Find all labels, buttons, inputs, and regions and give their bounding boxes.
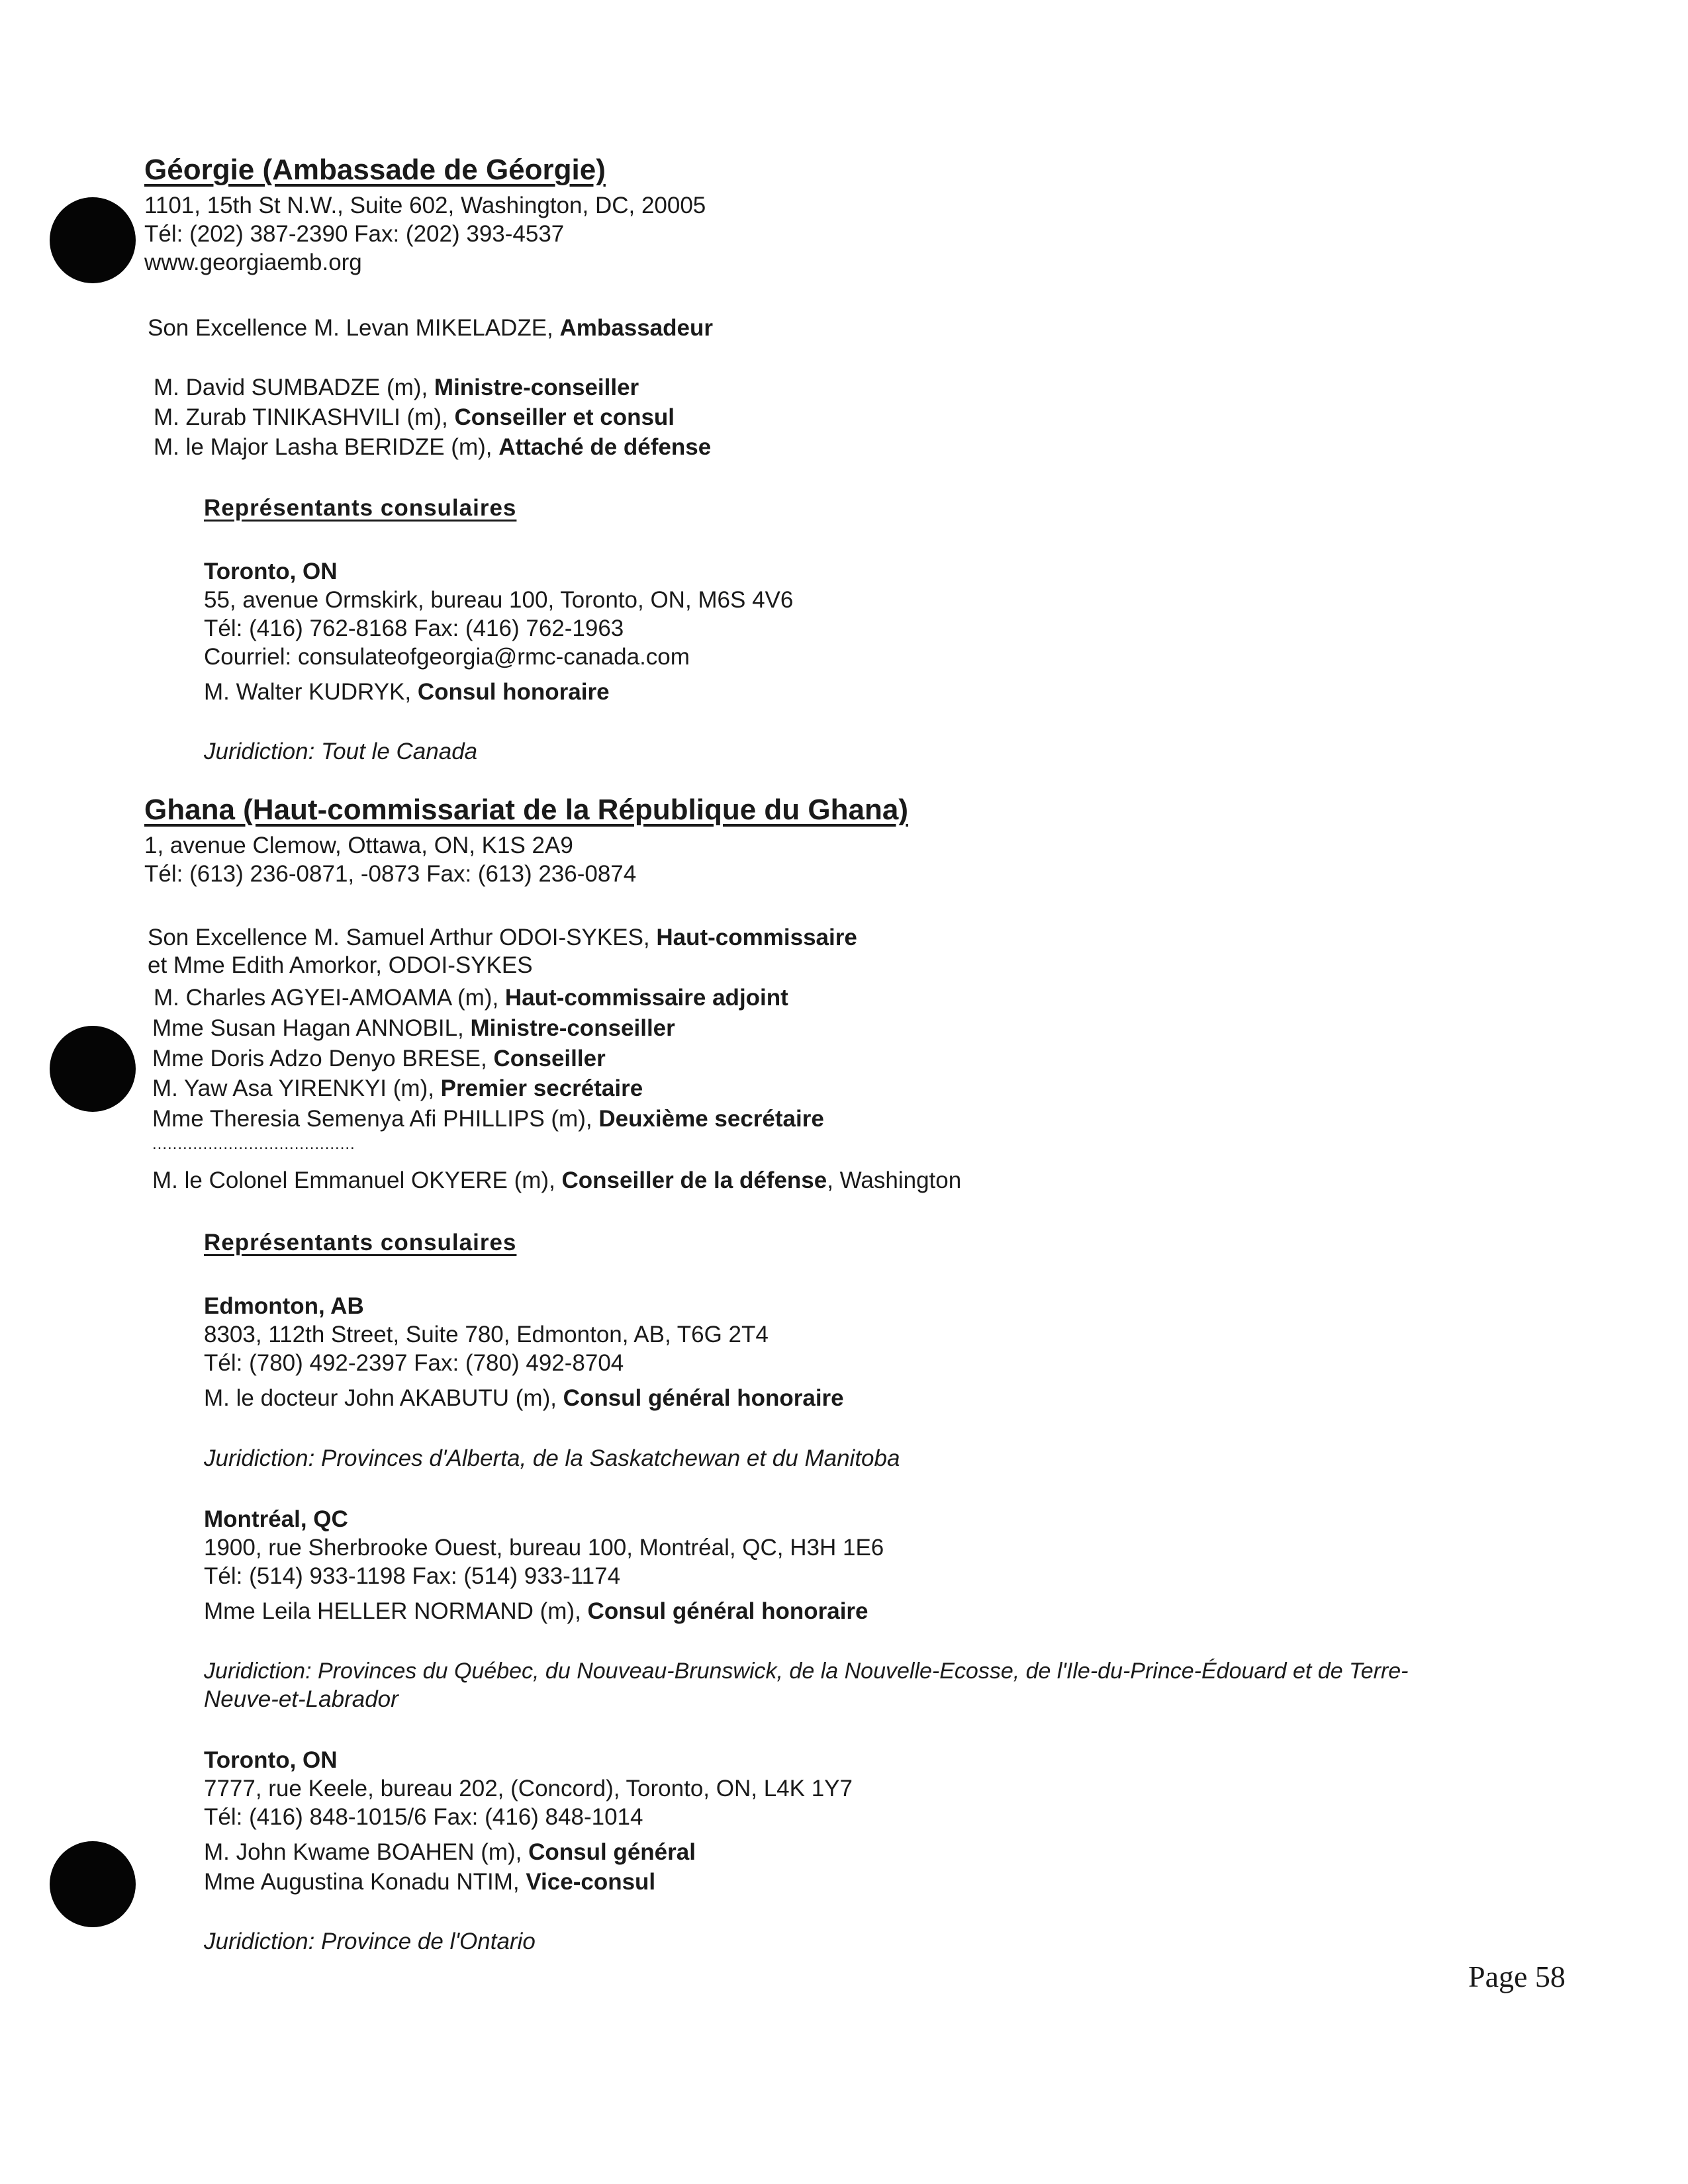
consulate-city: Edmonton, AB	[204, 1293, 364, 1319]
staff-name: M. Charles AGYEI-AMOAMA (m),	[154, 985, 505, 1011]
georgia-staff-row	[148, 314, 713, 342]
ghana-address: 1, avenue Clemow, Ottawa, ON, K1S 2A9	[144, 833, 573, 858]
staff-name: M. le Colonel Emmanuel OKYERE (m),	[152, 1167, 562, 1193]
consulate-city: Montréal, QC	[204, 1506, 348, 1532]
person-name: M. John Kwame BOAHEN (m),	[204, 1839, 529, 1865]
ghana-staff-row	[148, 924, 857, 952]
ghana-staff-row	[152, 1015, 675, 1042]
staff-title: Attaché de défense	[498, 434, 712, 460]
ghana-phone: Tél: (613) 236-0871, -0873 Fax: (613) 236-0874	[144, 861, 637, 887]
ghana-defense-row	[152, 1167, 961, 1195]
punch-hole-middle	[50, 1026, 136, 1112]
consulate-phone: Tél: (416) 848-1015/6 Fax: (416) 848-1014	[204, 1804, 643, 1830]
consulate-person	[204, 1598, 868, 1625]
staff-title: Ministre-conseiller	[470, 1015, 675, 1041]
consulate-jurisdiction: Juridiction: Provinces du Québec, du Nouveau-Brunswick, de la Nouvelle-Ecosse, de l'Ile-du-Prince-Édouard et de Terre-	[204, 1659, 1409, 1684]
person-name: M. Walter KUDRYK,	[204, 679, 418, 705]
staff-title: Haut-commissaire	[656, 925, 857, 950]
consulate-person	[204, 1868, 655, 1896]
person-name: Mme Augustina Konadu NTIM,	[204, 1869, 526, 1895]
consulate-jurisdiction: Juridiction: Provinces d'Alberta, de la Saskatchewan et du Manitoba	[204, 1445, 900, 1471]
person-name: M. le docteur John AKABUTU (m),	[204, 1385, 563, 1411]
georgia-consular-heading: Représentants consulaires	[204, 495, 517, 521]
punch-hole-top	[50, 197, 136, 283]
staff-name: Mme Theresia Semenya Afi PHILLIPS (m),	[152, 1106, 599, 1132]
consulate-jurisdiction-cont: Neuve-et-Labrador	[204, 1686, 399, 1712]
punch-hole-bottom	[50, 1841, 136, 1927]
person-title: Consul général	[528, 1839, 696, 1865]
staff-name: Son Excellence M. Levan MIKELADZE,	[148, 315, 560, 341]
staff-name: M. le Major Lasha BERIDZE (m),	[154, 434, 499, 460]
consulate-phone: Tél: (780) 492-2397 Fax: (780) 492-8704	[204, 1350, 624, 1376]
ghana-heading: Ghana (Haut-commissariat de la République du Ghana)	[144, 794, 908, 826]
staff-title: Ambassadeur	[559, 315, 713, 341]
person-title: Vice-consul	[526, 1869, 656, 1895]
staff-name: et Mme Edith Amorkor, ODOI-SYKES	[148, 952, 533, 978]
consulate-email: Courriel: consulateofgeorgia@rmc-canada.com	[204, 644, 690, 670]
staff-title: Haut-commissaire adjoint	[504, 985, 788, 1011]
georgia-website: www.georgiaemb.org	[144, 250, 362, 275]
consulate-person	[204, 1839, 696, 1866]
consulate-person	[204, 1385, 844, 1412]
person-title: Consul honoraire	[417, 679, 610, 705]
separator-dots: ........................................	[152, 1135, 355, 1153]
person-title: Consul général honoraire	[587, 1598, 868, 1624]
consulate-city: Toronto, ON	[204, 559, 338, 584]
staff-title: Conseiller de la défense	[561, 1167, 827, 1193]
georgia-staff-row	[154, 433, 711, 461]
person-name: Mme Leila HELLER NORMAND (m),	[204, 1598, 588, 1624]
ghana-staff-row	[152, 1075, 643, 1103]
ghana-staff-row	[152, 1105, 824, 1133]
consulate-jurisdiction: Juridiction: Tout le Canada	[204, 739, 478, 764]
georgia-heading: Géorgie (Ambassade de Géorgie)	[144, 154, 606, 186]
staff-title: Ministre-conseiller	[434, 375, 639, 400]
ghana-consular-heading: Représentants consulaires	[204, 1230, 517, 1255]
georgia-staff-row	[154, 374, 639, 402]
consulate-address: 1900, rue Sherbrooke Ouest, bureau 100, Montréal, QC, H3H 1E6	[204, 1535, 884, 1561]
consulate-address: 7777, rue Keele, bureau 202, (Concord), Toronto, ON, L4K 1Y7	[204, 1776, 853, 1801]
staff-name: Son Excellence M. Samuel Arthur ODOI-SYKES,	[148, 925, 657, 950]
staff-title: Conseiller	[493, 1046, 606, 1071]
consulate-address: 55, avenue Ormskirk, bureau 100, Toronto, ON, M6S 4V6	[204, 587, 794, 613]
ghana-staff-row	[154, 984, 788, 1012]
staff-name: M. Zurab TINIKASHVILI (m),	[154, 404, 455, 430]
consulate-person	[204, 678, 610, 706]
ghana-staff-row	[148, 952, 533, 979]
consulate-address: 8303, 112th Street, Suite 780, Edmonton, AB, T6G 2T4	[204, 1322, 769, 1347]
consulate-jurisdiction: Juridiction: Province de l'Ontario	[204, 1929, 536, 1954]
georgia-address: 1101, 15th St N.W., Suite 602, Washington, DC, 20005	[144, 193, 706, 218]
staff-name: M. Yaw Asa YIRENKYI (m),	[152, 1075, 441, 1101]
page-number: Page 58	[1468, 1960, 1566, 1993]
staff-name: Mme Susan Hagan ANNOBIL,	[152, 1015, 471, 1041]
consulate-phone: Tél: (416) 762-8168 Fax: (416) 762-1963	[204, 615, 624, 641]
person-title: Consul général honoraire	[563, 1385, 844, 1411]
staff-title: Conseiller et consul	[454, 404, 675, 430]
georgia-phone: Tél: (202) 387-2390 Fax: (202) 393-4537	[144, 221, 565, 247]
georgia-staff-row	[154, 404, 675, 432]
consulate-phone: Tél: (514) 933-1198 Fax: (514) 933-1174	[204, 1563, 621, 1589]
ghana-staff-row	[152, 1045, 606, 1073]
staff-title: Deuxième secrétaire	[598, 1106, 824, 1132]
staff-name: Mme Doris Adzo Denyo BRESE,	[152, 1046, 494, 1071]
staff-name: M. David SUMBADZE (m),	[154, 375, 434, 400]
staff-location: , Washington	[827, 1167, 962, 1193]
consulate-city: Toronto, ON	[204, 1747, 338, 1773]
staff-title: Premier secrétaire	[440, 1075, 643, 1101]
